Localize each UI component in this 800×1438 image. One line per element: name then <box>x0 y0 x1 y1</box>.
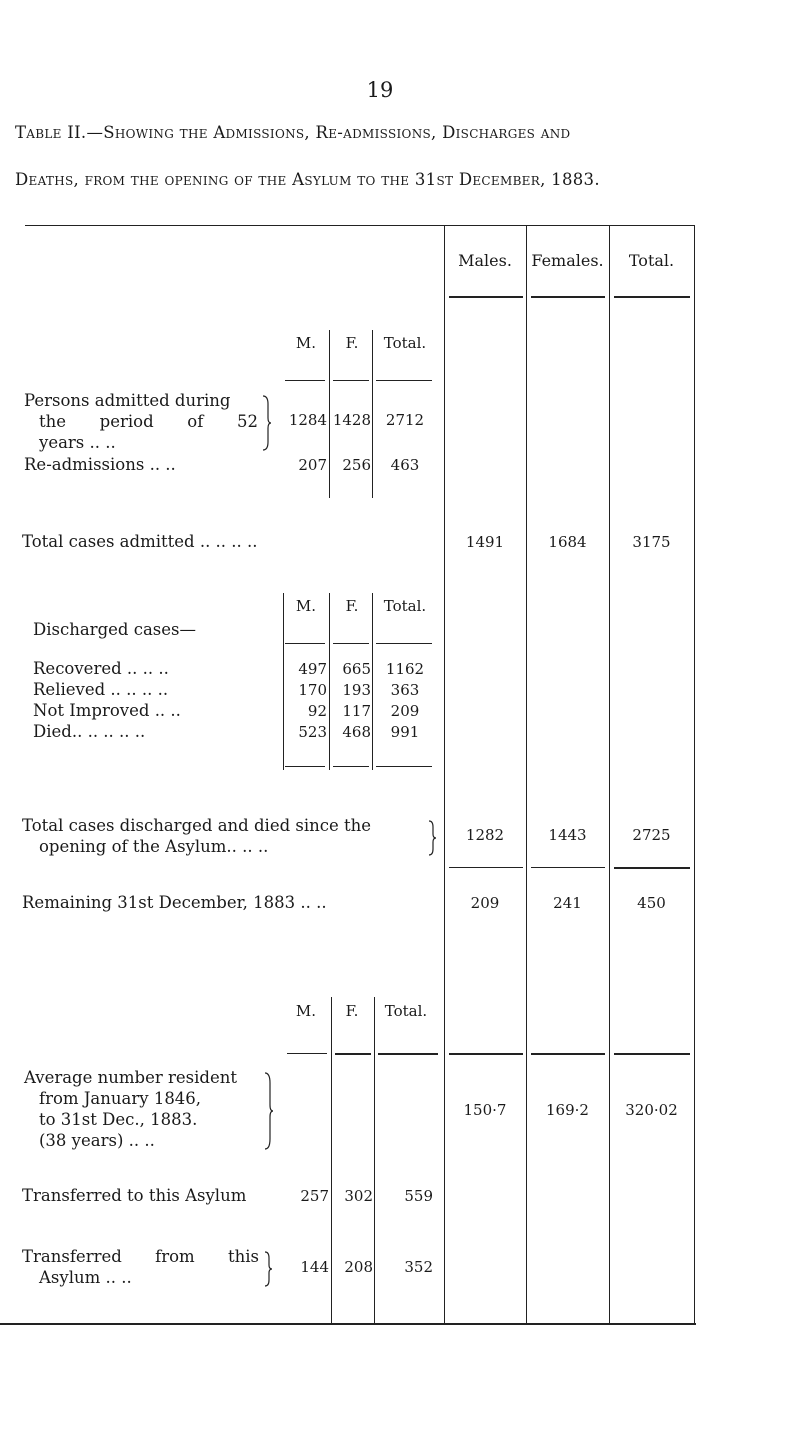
discharged-label: Relieved .. .. .. .. <box>33 680 169 699</box>
discharged-total: 1162 <box>385 660 425 678</box>
total-discharged-label-1: Total cases discharged and died since the <box>22 816 372 835</box>
discharged-m: 497 <box>298 660 327 678</box>
header-males: Males. <box>458 251 512 270</box>
sub-rule-f <box>333 380 369 381</box>
transferred-to-m: 257 <box>300 1187 329 1205</box>
readmissions-m: 207 <box>298 456 327 474</box>
sub-divider-2 <box>372 330 373 498</box>
discharged-m: 92 <box>307 702 327 720</box>
discharged-m: 523 <box>298 723 327 741</box>
discharged-f: 665 <box>342 660 371 678</box>
females-header-rule <box>531 296 605 298</box>
total-admitted-females: 1684 <box>548 533 587 551</box>
total-discharged-females: 1443 <box>548 826 587 844</box>
average-sub-header-m: M. <box>295 1002 317 1020</box>
readmissions-total: 463 <box>390 456 420 474</box>
bottom-rule <box>0 1323 696 1325</box>
discharged-end-rule-m <box>285 766 325 767</box>
persons-f: 1428 <box>332 411 371 429</box>
total-admitted-males: 1491 <box>465 533 505 551</box>
average-rule-m <box>287 1053 327 1054</box>
discharged-sub-header-f: F. <box>345 597 359 615</box>
sub-header-m: M. <box>295 334 317 352</box>
persons-m: 1284 <box>288 411 327 429</box>
right-border <box>694 225 695 1323</box>
page-number: 19 <box>366 78 394 102</box>
brace-icon <box>264 1250 273 1288</box>
average-males: 150·7 <box>463 1101 507 1119</box>
total-admitted-label: Total cases admitted .. .. .. .. <box>22 532 258 551</box>
remaining-label: Remaining 31st December, 1883 .. .. <box>22 893 327 912</box>
discharged-label: Recovered .. .. .. <box>33 659 169 678</box>
persons-admitted-label-2: the period of 52 <box>39 412 258 431</box>
discharged-f: 193 <box>342 681 371 699</box>
discharged-end-rule-total <box>376 766 432 767</box>
average-rule-males <box>449 1053 523 1055</box>
col-divider-3 <box>609 225 610 1323</box>
transferred-from-label-1: Transferred from this <box>22 1247 259 1266</box>
discharged-heading: Discharged cases— <box>33 620 196 639</box>
discharged-total: 209 <box>390 702 420 720</box>
table-title-line-2: Deaths, from the opening of the Asylum to the 31st December, 1883. <box>15 170 600 189</box>
header-females: Females. <box>531 251 604 270</box>
average-rule-females <box>531 1053 605 1055</box>
sub-rule-m <box>285 380 325 381</box>
discharged-rule-total <box>376 643 432 644</box>
total-discharged-rule-total <box>614 867 690 869</box>
total-discharged-rule-males <box>449 867 523 868</box>
discharged-rule-m <box>285 643 325 644</box>
persons-admitted-label-3: years .. .. <box>39 433 116 452</box>
transferred-from-label-2: Asylum .. .. <box>39 1268 132 1287</box>
col-divider-2 <box>526 225 527 1323</box>
average-label-3: to 31st Dec., 1883. <box>39 1110 198 1129</box>
header-total: Total. <box>628 251 675 270</box>
transferred-to-f: 302 <box>344 1187 373 1205</box>
average-rule-total <box>378 1053 438 1055</box>
average-label-2: from January 1846, <box>39 1089 202 1108</box>
average-sub-header-f: F. <box>345 1002 359 1020</box>
table-title-line-1: Table II.—Showing the Admissions, Re-admissions, Discharges and <box>15 123 571 142</box>
brace-icon <box>262 394 272 452</box>
transferred-from-total: 352 <box>404 1258 433 1276</box>
average-total: 320·02 <box>625 1101 678 1119</box>
persons-total: 2712 <box>385 411 425 429</box>
discharged-total: 991 <box>390 723 420 741</box>
total-discharged-males: 1282 <box>465 826 505 844</box>
discharged-label: Not Improved .. .. <box>33 701 181 720</box>
transferred-from-m: 144 <box>300 1258 329 1276</box>
average-label-1: Average number resident <box>24 1068 237 1087</box>
top-rule <box>25 225 695 226</box>
readmissions-f: 256 <box>342 456 371 474</box>
discharged-end-rule-f <box>333 766 369 767</box>
persons-admitted-label-1: Persons admitted during <box>24 391 231 410</box>
discharged-m: 170 <box>298 681 327 699</box>
transferred-to-total: 559 <box>404 1187 433 1205</box>
discharged-f: 468 <box>342 723 371 741</box>
total-header-rule <box>614 296 690 298</box>
total-admitted-total: 3175 <box>632 533 671 551</box>
discharged-sub-header-total: Total. <box>383 597 427 615</box>
total-discharged-rule-females <box>531 867 605 868</box>
average-rule-grand <box>614 1053 690 1055</box>
remaining-males: 209 <box>470 894 500 912</box>
males-header-rule <box>449 296 523 298</box>
total-discharged-label-2: opening of the Asylum.. .. .. <box>39 837 269 856</box>
discharged-f: 117 <box>342 702 371 720</box>
brace-icon <box>264 1071 274 1151</box>
readmissions-label: Re-admissions .. .. <box>24 455 176 474</box>
discharged-sub-header-m: M. <box>295 597 317 615</box>
total-discharged-total: 2725 <box>632 826 671 844</box>
average-divider-2 <box>374 997 375 1323</box>
brace-icon <box>428 819 437 857</box>
average-rule-f <box>335 1053 371 1055</box>
discharged-divider-2 <box>372 593 373 770</box>
discharged-label: Died.. .. .. .. .. <box>33 722 146 741</box>
col-divider-1 <box>444 225 445 1323</box>
discharged-total: 363 <box>390 681 420 699</box>
average-label-4: (38 years) .. .. <box>39 1131 155 1150</box>
average-sub-header-total: Total. <box>384 1002 428 1020</box>
sub-rule-total <box>376 380 432 381</box>
transferred-from-f: 208 <box>344 1258 373 1276</box>
discharged-rule-f <box>333 643 369 644</box>
average-females: 169·2 <box>546 1101 589 1119</box>
sub-header-f: F. <box>345 334 359 352</box>
remaining-females: 241 <box>553 894 582 912</box>
remaining-total: 450 <box>637 894 666 912</box>
transferred-to-label: Transferred to this Asylum <box>22 1186 247 1205</box>
sub-header-total: Total. <box>383 334 427 352</box>
